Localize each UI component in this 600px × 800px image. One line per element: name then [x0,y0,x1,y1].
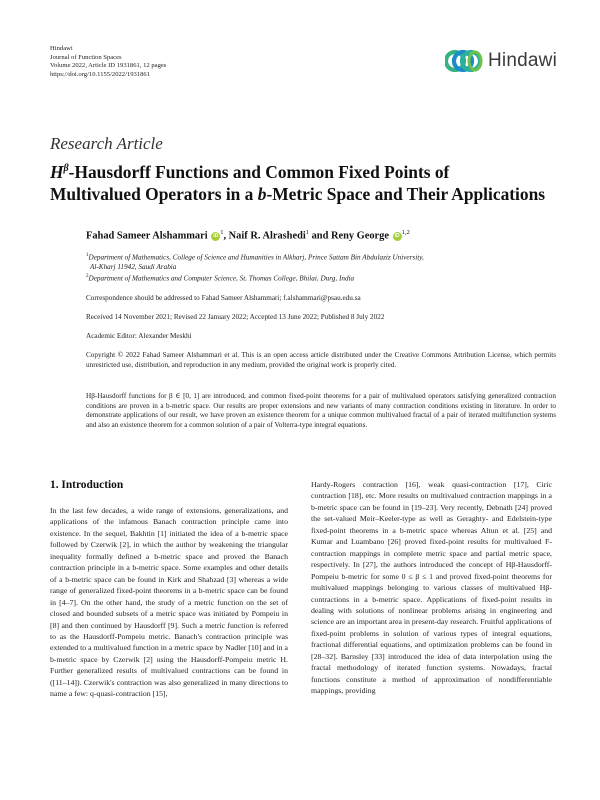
affiliations [86,251,556,284]
section-heading: 1. Introduction [50,479,124,491]
author-list: Fahad Sameer Alshammari iD $^1$, Naif R. Alrashedi$^1$ and Reny George iD $^{1,2}$ [86,229,410,242]
affiliation-1-cont: Al-Kharj 11942, Saudi Arabia [90,262,177,271]
article-title [50,158,570,205]
publication-dates: Received 14 November 2021; Revised 22 January 2022; Accepted 13 June 2022; Published 8 July 2022 [86,313,385,321]
hindawi-logo-text: Hindawi [488,50,557,71]
orcid-icon[interactable]: iD [394,232,400,239]
body-column-right [311,479,552,697]
article-type: Research Article [50,134,163,153]
orcid-icon[interactable]: iD [213,232,219,239]
author-name[interactable]: Naif R. Alrashedi [228,230,306,242]
paragraph: Hardy-Rogers contraction [16], weak quasi-contraction [17], Ciric contraction [18], etc. More results on multivalued contraction mappings in a b-metric space can be found in [19–23]. Very recently, Debnath [24] proved the set-valued Meir–Keeler-type as well as Geraghty- and Edelstein-type fixed-point theorems in a b-metric space whereas Altun et al. [25] and Kumar and Luambano [26] proved fixed-point results for multivalued F-contraction mappings in complete metric space and partial metric space, respectively. In [27], the authors introduced the concept of Hβ-Hausdorff-Pompeiu b-metric for some 0 ≤ β ≤ 1 and proved fixed-point theorems for multivalued mappings belonging to various classes of multivalued Hβ-contractions in a b-metric space. Applications of fixed-point results in dealing with solutions of nonlinear problems arising in engineering and science are an important area in present-day research. Fruitful applications of fixed-point problems in solution of various types of integral equations, fractional differential equations, and optimization problems can be found in [28–32]. Barnsley [33] introduced the idea of data interpolation using the fractal methodology of iterated function systems. Nowadays, fractal functions constitute a method of approximation of nondifferentiable mappings, providing [311,480,552,696]
volume-info: Volume 2022, Article ID 1931861, 12 pages [50,62,167,70]
hindawi-logo-icon [445,47,485,75]
affiliation-1: $^1$Department of Mathematics, College of Science and Humanities in Alkharj, Prince Sattam Bin Abdulaziz University, [86,253,424,262]
author-name[interactable]: Reny George [330,230,389,242]
paragraph: In the last few decades, a wide range of extensions, generalizations, and applications of the infamous Banach contraction principle came into existence. In the sequel, Bakhtin [1] initiated the idea of a b-metric space followed by Czerwik [2], in which the author by weakening the triangular inequality formally defined a b-metric space and proved the Banach contraction principle in a b-metric space. Some examples and other details of a b-metric space can be found in Kirk and Shahzad [3] whereas a wide range of generalized fixed-point theorems in a b-metric space can be found in [4–7]. On the other hand, the study of a metric function on the set of closed and bounded subsets of a metric space was initiated by Pompeiu in [8] and then continued by Hausdorff [9]. Such a metric function is referred to as the Hausdorff-Pompeiu metric. Banach's contraction principle was extended to a multivalued function in a metric space by Nadler [10] and in a b-metric space by Czerwik [2] using the Hausdorff-Pompeiu metric H. Further generalized results of multivalued contractions can be found in ([11–14]). Czerwik's contraction was also generalized in many directions to name a few: q-quasi-contraction [15], [50,506,288,699]
correspondence: Correspondence should be addressed to Fahad Sameer Alshammari; f.alshammari@psau.edu.sa [86,294,361,302]
academic-editor: Academic Editor: Alexander Meskhi [86,332,192,340]
copyright-notice: Copyright © 2022 Fahad Sameer Alshammari et al. This is an open access article distributed under the Creative Commons Attribution License, which permits unrestricted use, distribution, and reproduction in any medium, provided the original work is properly cited. [86,351,556,369]
affiliation-2: $^2$Department of Mathematics and Computer Science, St. Thomas College, Bhilai, Durg, India [86,274,355,283]
author-name[interactable]: Fahad Sameer Alshammari [86,230,208,242]
journal-name: Journal of Function Spaces [50,53,122,61]
title-line-1: $H^\beta$-Hausdorff Functions and Common Fixed Points of [50,161,450,182]
title-line-2: Multivalued Operators in a b-Metric Space and Their Applications [50,183,546,204]
hindawi-logo[interactable] [445,47,557,75]
doi-link[interactable]: https://doi.org/10.1155/2022/1931861 [50,70,151,78]
publisher-name: Hindawi [50,45,73,52]
journal-meta [50,45,166,79]
body-column-left [50,505,288,700]
abstract: Hβ-Hausdorff functions for β ∈ [0, 1] are introduced, and common fixed-point theorems for a pair of multivalued operators satisfying generalized contraction conditions are proven in a b-metric space. Our results are proper extensions and new variants of many contraction conditions existing in literature. In order to demonstrate applications of our result, we have proven an existence theorem for a unique common multivalued fractal of a pair of iterated multifunction systems and also an existence theorem for a common solution of a pair of Volterra-type integral equations. [86,392,556,429]
